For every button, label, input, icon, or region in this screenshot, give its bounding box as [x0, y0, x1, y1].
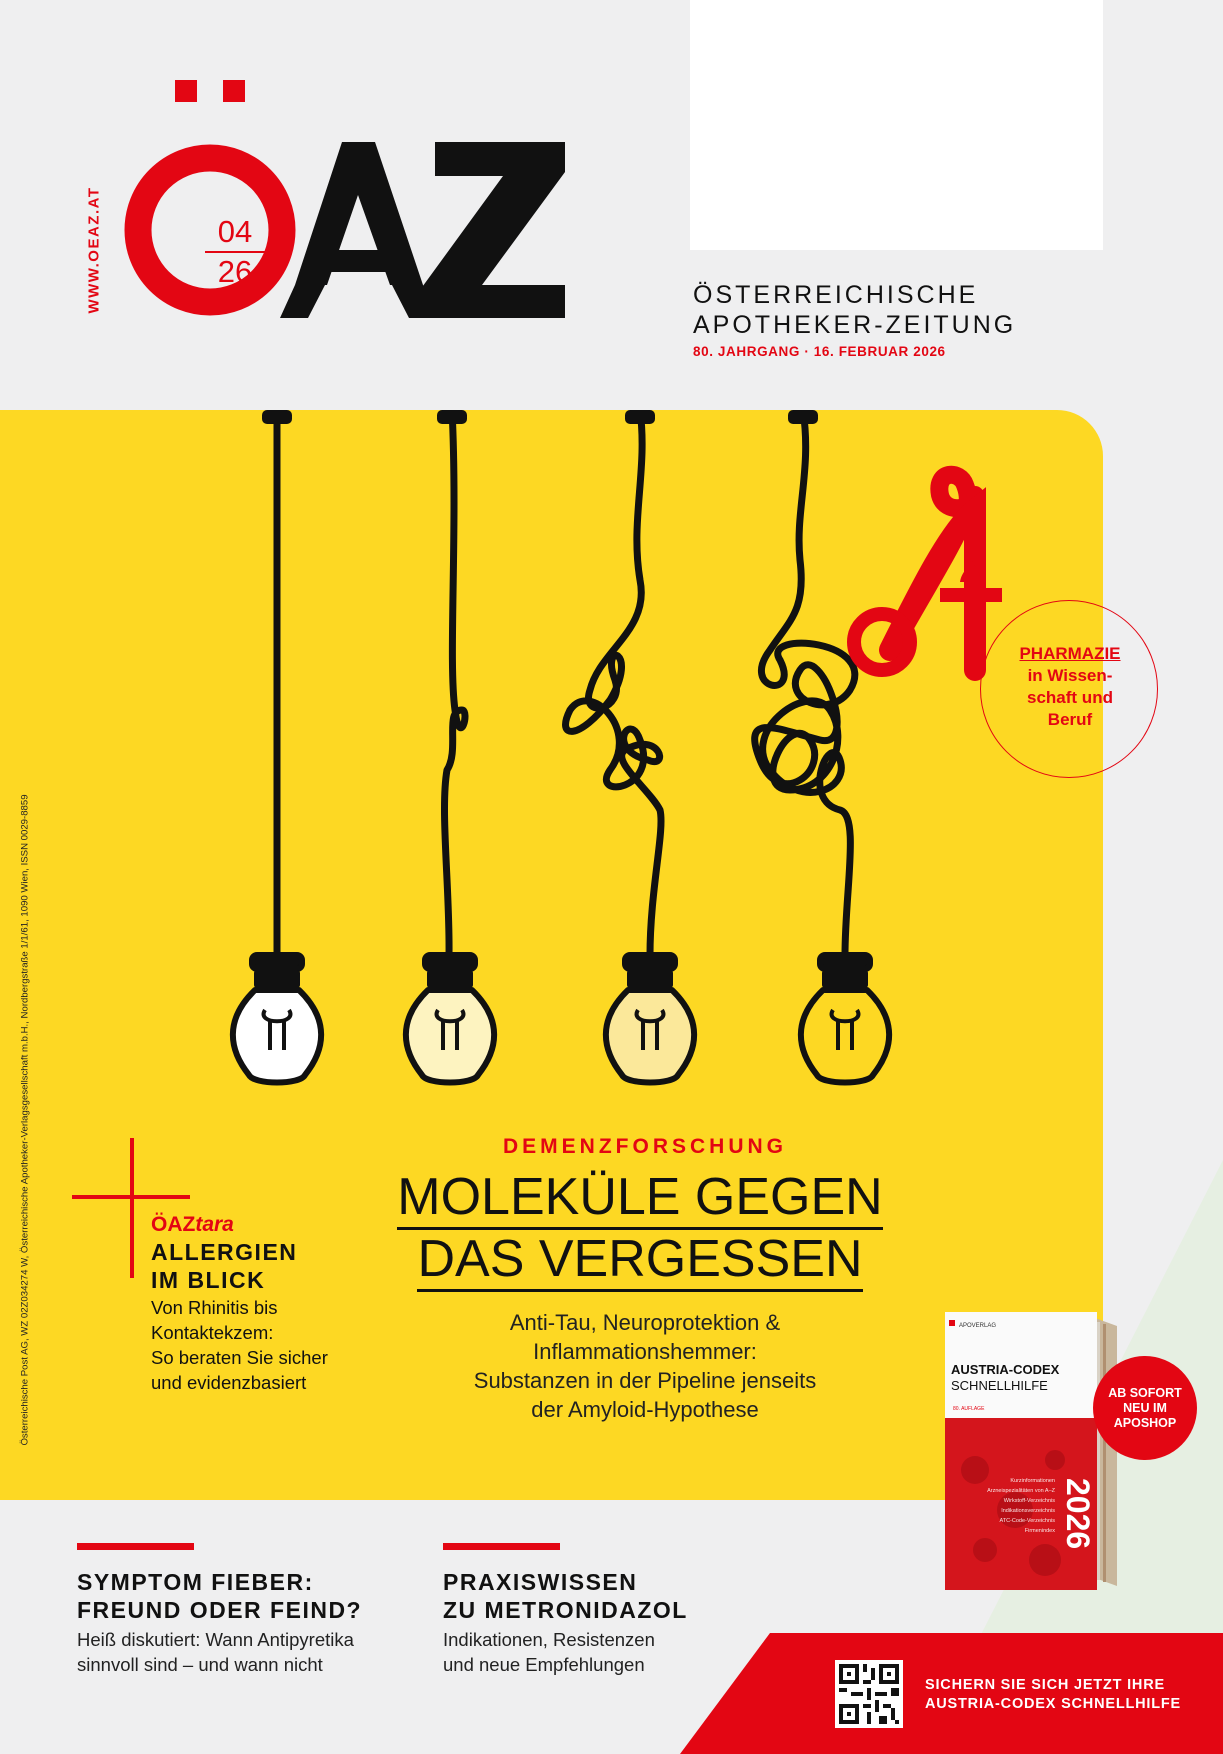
- publication-name-line1: ÖSTERREICHISCHE: [693, 281, 979, 309]
- book-edition: 80. AUFLAGE: [953, 1406, 985, 1412]
- oeaztara-text-line2: Kontaktekzem:: [151, 1322, 274, 1343]
- lead-deck-line2: Inflammationshemmer:: [533, 1339, 757, 1364]
- issue-year-value: 26: [217, 254, 253, 289]
- story-headline-line1: SYMPTOM FIEBER:: [77, 1569, 314, 1595]
- story-text-line2: sinnvoll sind – und wann nicht: [77, 1654, 323, 1675]
- badge-line3: schaft und: [1027, 688, 1113, 707]
- story-text-line2: und neue Empfehlungen: [443, 1654, 645, 1675]
- lead-deck-line1: Anti-Tau, Neuroprotektion &: [509, 1310, 781, 1335]
- publication-meta: 80. JAHRGANG · 16. FEBRUAR 2026: [693, 344, 946, 359]
- story-text-line1: Heiß diskutiert: Wann Antipyretika: [77, 1629, 354, 1650]
- bubble-line2: NEU IM: [1123, 1401, 1167, 1415]
- story-headline-line2: ZU METRONIDAZOL: [443, 1597, 688, 1623]
- book-publisher: APOVERLAG: [959, 1323, 997, 1329]
- book-contents-item: ATC-Code-Verzeichnis: [999, 1518, 1055, 1524]
- publication-name-line2: APOTHEKER-ZEITUNG: [693, 311, 1017, 339]
- book-contents-item: Kurzinformationen: [1010, 1478, 1055, 1484]
- book-contents-item: Arzneispezialitäten von A–Z: [987, 1488, 1055, 1494]
- postal-imprint-text: Österreichische Post AG, WZ 02Z034274 W, Österreichische Apotheker-Verlagsgesellschaft m.b.H., Nordbergstraße 1/1/61, 1090 Wien, ISSN 0029-8859: [19, 794, 31, 1446]
- lead-deck-line4: der Amyloid-Hypothese: [531, 1397, 759, 1422]
- bubble-line1: AB SOFORT: [1108, 1386, 1182, 1400]
- qr-code-icon[interactable]: [835, 1660, 903, 1728]
- cta-text[interactable]: [925, 1676, 1181, 1714]
- oeaztara-text-line3: So beraten Sie sicher: [151, 1347, 328, 1368]
- badge-line4: Beruf: [1047, 710, 1093, 729]
- website-url-text: WWW.OEAZ.AT: [85, 186, 103, 314]
- oeaztara-headline-line2: IM BLICK: [151, 1267, 266, 1293]
- story-headline-line2: FREUND ODER FEIND?: [77, 1597, 363, 1623]
- book-title-line2: SCHNELLHILFE: [951, 1378, 1048, 1393]
- book-contents-item: Firmenindex: [1024, 1528, 1055, 1534]
- oeaztara-brand-suffix: tara: [195, 1213, 234, 1236]
- book-contents-item: Wirkstoff-Verzeichnis: [1003, 1498, 1055, 1504]
- book-contents-item: Indikationsverzeichnis: [1001, 1508, 1055, 1514]
- cta-text-line1: SICHERN SIE SICH JETZT IHRE: [925, 1677, 1165, 1693]
- story-text-line1: Indikationen, Resistenzen: [443, 1629, 655, 1650]
- issue-number-value: 04: [205, 215, 265, 253]
- oeaztara-text-line4: und evidenzbasiert: [151, 1372, 307, 1393]
- oeaztara-text-line1: Von Rhinitis bis: [151, 1297, 278, 1318]
- lead-headline-line1: MOLEKÜLE GEGEN: [397, 1169, 882, 1230]
- oeaztara-headline-line1: ALLERGIEN: [151, 1239, 298, 1265]
- badge-line1: PHARMAZIE: [1019, 644, 1121, 663]
- oeaztara-brand-prefix: ÖAZ: [151, 1213, 196, 1236]
- story-headline-line1: PRAXISWISSEN: [443, 1569, 638, 1595]
- cta-text-line2: AUSTRIA-CODEX SCHNELLHILFE: [925, 1696, 1182, 1712]
- lead-deck-line3: Substanzen in der Pipeline jenseits: [473, 1368, 817, 1393]
- bubble-line3: APOSHOP: [1113, 1416, 1177, 1430]
- lead-headline-line2: DAS VERGESSEN: [417, 1231, 862, 1292]
- book-title-line1: AUSTRIA-CODEX: [951, 1362, 1060, 1377]
- lead-kicker: DEMENZFORSCHUNG: [503, 1135, 787, 1158]
- book-year: 2026: [1060, 1478, 1096, 1550]
- badge-line2: in Wissen-: [1027, 666, 1113, 685]
